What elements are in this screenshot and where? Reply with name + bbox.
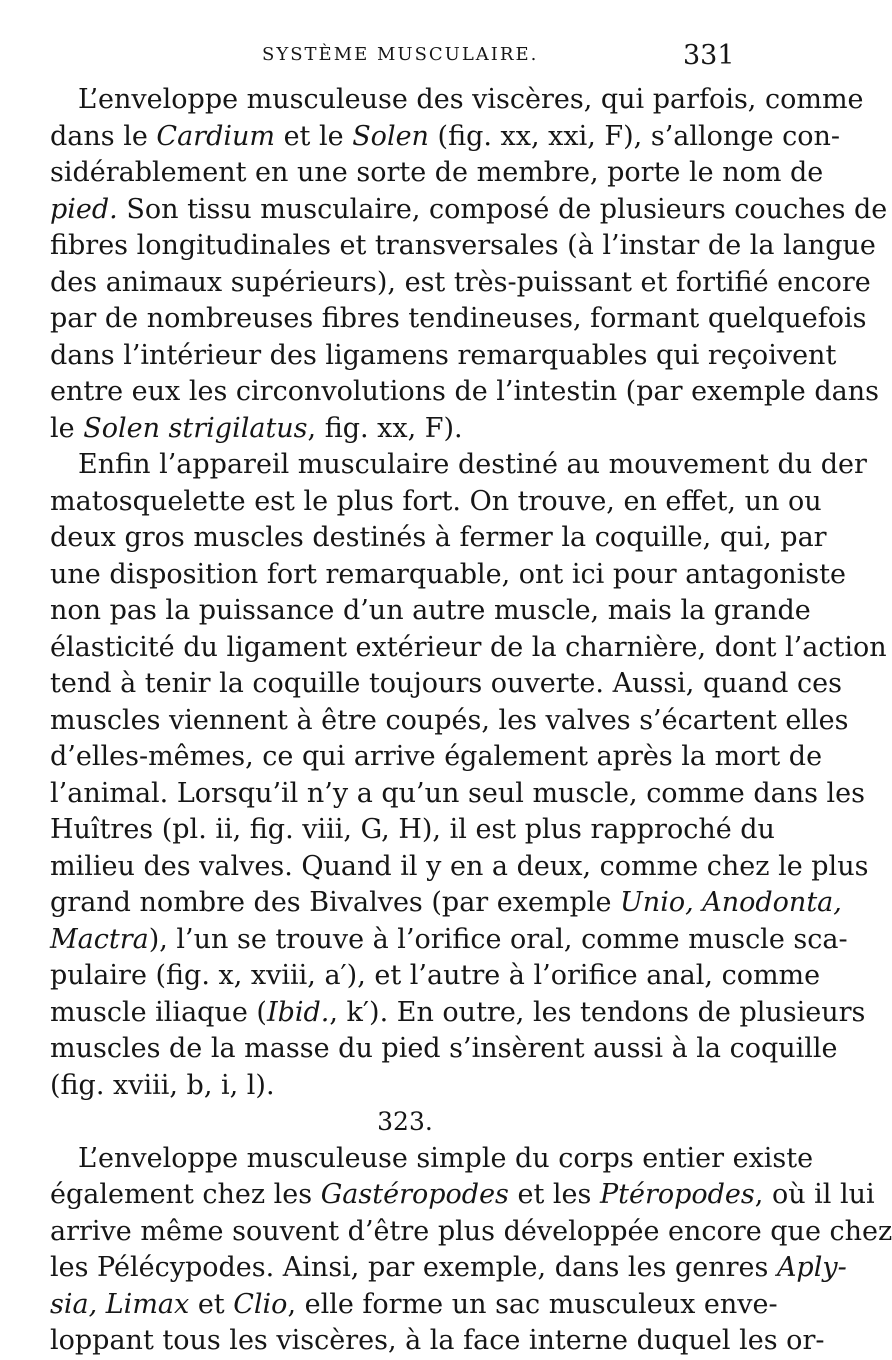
body-text bbox=[50, 82, 892, 1360]
text-run: d’elles-mêmes, ce qui arrive également après la mort de bbox=[50, 741, 823, 772]
text-run: L’enveloppe musculeuse simple du corps entier existe bbox=[78, 1142, 814, 1174]
text-run: l’animal. Lorsqu’il n’y a qu’un seul muscle, comme dans les bbox=[50, 777, 866, 809]
italic-text: Ptéropodes bbox=[599, 1179, 755, 1210]
text-run: (fig. xviii, b, i, l). bbox=[50, 1069, 275, 1101]
text-line bbox=[50, 228, 876, 265]
section-number bbox=[50, 1104, 760, 1141]
text-run: et les bbox=[508, 1179, 600, 1210]
running-title: SYSTÈME MUSCULAIRE. bbox=[262, 44, 539, 65]
page-header bbox=[0, 40, 800, 72]
text-run: , k′). En outre, les tendons de plusieurs bbox=[329, 996, 866, 1028]
text-run: , où il lui bbox=[754, 1179, 875, 1210]
italic-text: Aply- bbox=[776, 1252, 847, 1283]
text-run: , fig. xx, F). bbox=[307, 412, 463, 444]
text-line bbox=[50, 520, 827, 557]
text-line bbox=[50, 1031, 838, 1068]
text-run: entre eux les circonvolutions de l’intestin (par exemple dans bbox=[50, 376, 879, 407]
text-line bbox=[50, 1323, 825, 1360]
text-line bbox=[50, 1250, 847, 1287]
text-run: L’enveloppe musculeuse des viscères, qui parfois, comme bbox=[78, 84, 864, 115]
text-line bbox=[50, 338, 837, 375]
text-line bbox=[50, 703, 849, 740]
italic-text: Cardium bbox=[156, 120, 275, 152]
text-run: Huîtres (pl. ii, fig. viii, G, H), il est plus rapproché du bbox=[50, 814, 775, 845]
text-line bbox=[50, 812, 775, 849]
italic-text: Gastéropodes bbox=[320, 1179, 509, 1210]
text-run: deux gros muscles destinés à fermer la coquille, qui, par bbox=[50, 522, 827, 553]
text-run: (fig. xx, xxi, F), s’allonge con- bbox=[428, 120, 841, 152]
text-run: par de nombreuses fibres tendineuses, formant quelquefois bbox=[50, 303, 867, 334]
text-run: fibres longitudinales et transversales (à l’instar de la langue bbox=[50, 230, 876, 261]
text-run: Enfin l’appareil musculaire destiné au mouvement du der bbox=[78, 449, 867, 480]
text-line bbox=[50, 630, 887, 667]
text-line bbox=[50, 484, 822, 521]
text-run: loppant tous les viscères, à la face interne duquel les or- bbox=[50, 1325, 825, 1356]
text-run: , elle forme un sac musculeux enve- bbox=[287, 1288, 778, 1320]
text-line bbox=[50, 447, 867, 484]
text-run: muscles viennent à être coupés, les valves s’écartent elles bbox=[50, 704, 849, 736]
text-run: et bbox=[189, 1288, 234, 1320]
italic-text: Clio bbox=[233, 1288, 288, 1320]
text-run: dans le bbox=[50, 120, 157, 152]
text-line bbox=[50, 922, 848, 959]
text-run: et le bbox=[274, 120, 353, 152]
text-line bbox=[50, 885, 842, 922]
text-line bbox=[50, 411, 760, 448]
text-run: arrive même souvent d’être plus développée encore que chez bbox=[50, 1215, 892, 1247]
italic-text: Ibid. bbox=[266, 996, 330, 1028]
text-run: grand nombre des Bivalves (par exemple bbox=[50, 887, 621, 918]
text-line bbox=[50, 958, 821, 995]
italic-text: Solen bbox=[352, 120, 429, 152]
text-line bbox=[50, 739, 823, 776]
text-line bbox=[50, 265, 871, 302]
italic-text: Solen strigilatus bbox=[83, 412, 308, 444]
text-line bbox=[50, 374, 879, 411]
text-line bbox=[50, 666, 842, 703]
text-line bbox=[50, 849, 869, 886]
text-run: sidérablement en une sorte de membre, porte le nom de bbox=[50, 157, 824, 188]
text-line bbox=[50, 119, 841, 156]
italic-text: Mactra bbox=[50, 923, 149, 955]
text-line bbox=[50, 1068, 760, 1105]
text-run: pulaire (fig. x, xviii, a′), et l’autre à l’orifice anal, comme bbox=[50, 960, 821, 991]
page-number: 331 bbox=[683, 40, 735, 71]
text-line bbox=[50, 593, 811, 630]
text-line bbox=[50, 1141, 814, 1178]
text-line bbox=[50, 155, 824, 192]
text-run: les Pélécypodes. Ainsi, par exemple, dans les genres bbox=[50, 1252, 777, 1283]
text-line bbox=[50, 82, 864, 119]
text-line bbox=[50, 1287, 778, 1324]
text-line bbox=[50, 557, 846, 594]
text-run: une disposition fort remarquable, ont ici pour antagoniste bbox=[50, 558, 846, 590]
text-run: élasticité du ligament extérieur de la charnière, dont l’action bbox=[50, 631, 887, 663]
text-line bbox=[50, 1214, 892, 1251]
text-run: des animaux supérieurs), est très-puissant et fortifié encore bbox=[50, 266, 871, 298]
text-line bbox=[50, 995, 866, 1032]
text-run: également chez les bbox=[50, 1179, 321, 1210]
text-run: le bbox=[50, 412, 84, 444]
text-line bbox=[50, 1177, 875, 1214]
text-run: matosquelette est le plus fort. On trouve, en effet, un ou bbox=[50, 485, 822, 517]
text-run: non pas la puissance d’un autre muscle, mais la grande bbox=[50, 595, 811, 626]
text-run: muscles de la masse du pied s’insèrent aussi à la coquille bbox=[50, 1033, 838, 1064]
text-run: muscle iliaque ( bbox=[50, 996, 267, 1028]
text-run: Son tissu musculaire, composé de plusieurs couches de bbox=[117, 193, 888, 225]
text-run: 323. bbox=[377, 1107, 433, 1136]
text-line bbox=[50, 776, 866, 813]
italic-text: sia, Limax bbox=[50, 1288, 190, 1320]
text-run: dans l’intérieur des ligamens remarquables qui reçoivent bbox=[50, 339, 837, 371]
text-line bbox=[50, 301, 867, 338]
text-run: ), l’un se trouve à l’orifice oral, comme muscle sca- bbox=[148, 923, 848, 955]
text-run: tend à tenir la coquille toujours ouverte. Aussi, quand ces bbox=[50, 668, 842, 699]
text-run: milieu des valves. Quand il y en a deux, comme chez le plus bbox=[50, 850, 869, 882]
text-line bbox=[50, 192, 888, 229]
italic-text: Unio, Anodonta, bbox=[620, 887, 842, 918]
italic-text: pied. bbox=[50, 193, 118, 225]
